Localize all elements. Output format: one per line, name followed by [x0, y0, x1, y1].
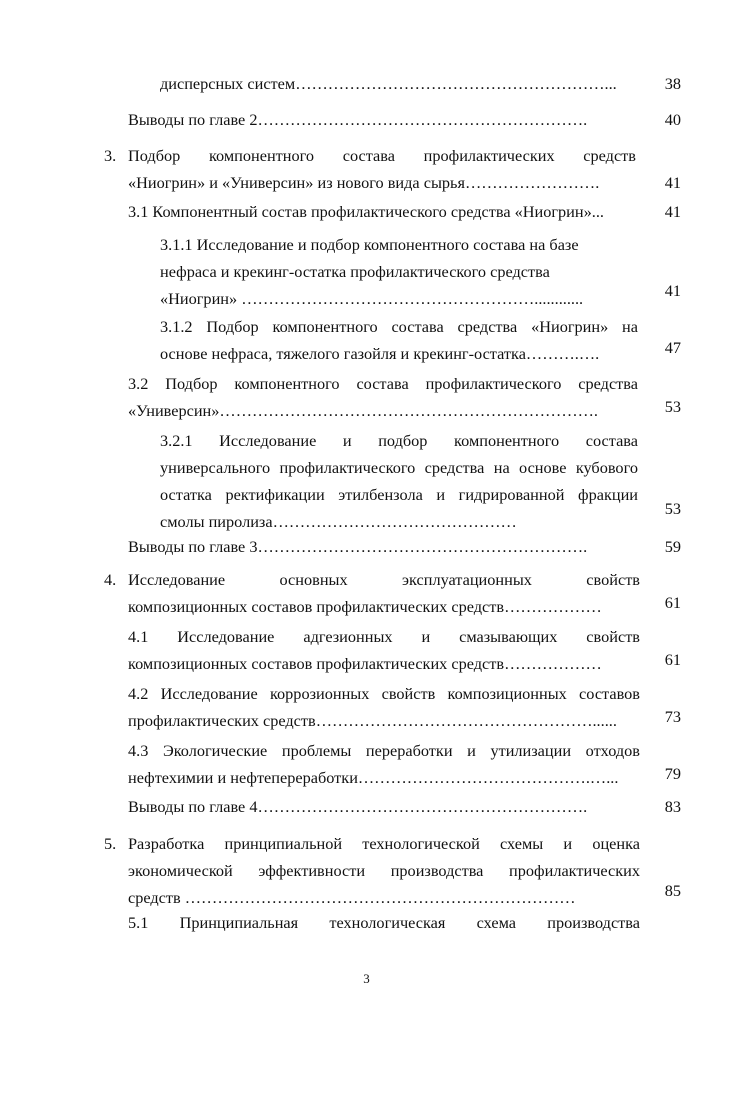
toc-page-number: 41 [664, 281, 681, 300]
page-number-footer: 3 [363, 971, 370, 986]
toc-entry [128, 737, 640, 791]
toc-page-number: 83 [664, 797, 681, 816]
toc-page-number: 41 [664, 202, 681, 221]
toc-entry [128, 142, 636, 196]
toc-line: 4.1 Исследование адгезионных и смазывающих свойств [128, 627, 640, 646]
toc-line: композиционных составов профилактических средств……………… [128, 597, 602, 616]
toc-line: 3.2.1 Исследование и подбор компонентного состава [160, 431, 638, 450]
toc-page-number: 53 [664, 499, 681, 518]
toc-line: 3.1 Компонентный состав профилактического средства «Ниогрин»... [128, 202, 604, 221]
toc-entry [160, 231, 636, 312]
toc-line: основе нефраса, тяжелого газойля и крекинг-остатка……….…. [160, 344, 600, 363]
toc-line: 5.1 Принципиальная технологическая схема производства [128, 913, 640, 932]
toc-page-number: 38 [664, 74, 681, 93]
toc-chapter-number: 3. [104, 146, 117, 165]
toc-entry [128, 533, 636, 560]
toc-line: остатка ректификации этилбензола и гидрированной фракции [160, 485, 638, 504]
toc-line: смолы пиролиза……………………………………… [160, 512, 517, 531]
toc-entry [128, 909, 640, 936]
toc-entry [128, 680, 640, 734]
toc-page-number: 41 [664, 173, 681, 192]
toc-line: дисперсных систем…………………………………………………... [160, 74, 617, 93]
toc-page-number: 73 [664, 707, 681, 726]
toc-line: Разработка принципиальной технологической схемы и оценка [128, 834, 640, 853]
toc-line: средств ……………………………………………………………… [128, 888, 576, 907]
toc-line: 4.2 Исследование коррозионных свойств композиционных составов [128, 684, 640, 703]
toc-page-number: 47 [664, 338, 681, 357]
toc-entry [128, 793, 638, 820]
toc-entry [128, 106, 634, 133]
toc-line: универсального профилактического средства на основе кубового [160, 458, 638, 477]
toc-page-number: 79 [664, 764, 681, 783]
toc-line: 4.3 Экологические проблемы переработки и утилизации отходов [128, 741, 640, 760]
toc-line: Подбор компонентного состава профилактических средств [128, 146, 636, 165]
toc-line: 3.1.2 Подбор компонентного состава средства «Ниогрин» на [160, 317, 638, 336]
toc-entry [128, 830, 640, 911]
toc-entry [128, 623, 640, 677]
toc-line: Выводы по главе 4……………………………………………………. [128, 797, 588, 816]
toc-entry [160, 70, 634, 97]
toc-line: «Универсин»……………………………………………………………. [128, 401, 598, 420]
toc-page-number: 85 [664, 881, 681, 900]
toc-entry [128, 566, 640, 620]
toc-line: композиционных составов профилактических средств……………… [128, 654, 602, 673]
toc-entry [128, 370, 638, 424]
toc-line: профилактических средств……………………………………………...... [128, 711, 617, 730]
toc-line: нефтехимии и нефтепереработки…………………………………….…... [128, 768, 619, 787]
toc-line: Выводы по главе 2……………………………………………………. [128, 110, 588, 129]
toc-line: «Ниогрин» ………………………………………………............ [160, 289, 584, 308]
toc-page-number: 53 [664, 397, 681, 416]
toc-chapter-number: 4. [104, 570, 117, 589]
toc-line: экономической эффективности производства профилактических [128, 861, 640, 880]
toc-entry [160, 427, 638, 535]
toc-page-number: 61 [664, 593, 681, 612]
toc-page-number: 61 [664, 650, 681, 669]
toc-entry [160, 313, 638, 367]
toc-page-number: 59 [664, 537, 681, 556]
toc-line: 3.2 Подбор компонентного состава профилактического средства [128, 374, 638, 393]
toc-entry [128, 198, 636, 225]
toc-line: Выводы по главе 3……………………………………………………. [128, 537, 588, 556]
toc-line: 3.1.1 Исследование и подбор компонентного состава на базе [160, 235, 579, 254]
toc-page-number: 40 [664, 110, 681, 129]
toc-line: Исследование основных эксплуатационных свойств [128, 570, 640, 589]
toc-line: нефраса и крекинг-остатка профилактического средства [160, 262, 550, 281]
toc-line: «Ниогрин» и «Универсин» из нового вида сырья……………………. [128, 173, 600, 192]
toc-chapter-number: 5. [104, 834, 117, 853]
